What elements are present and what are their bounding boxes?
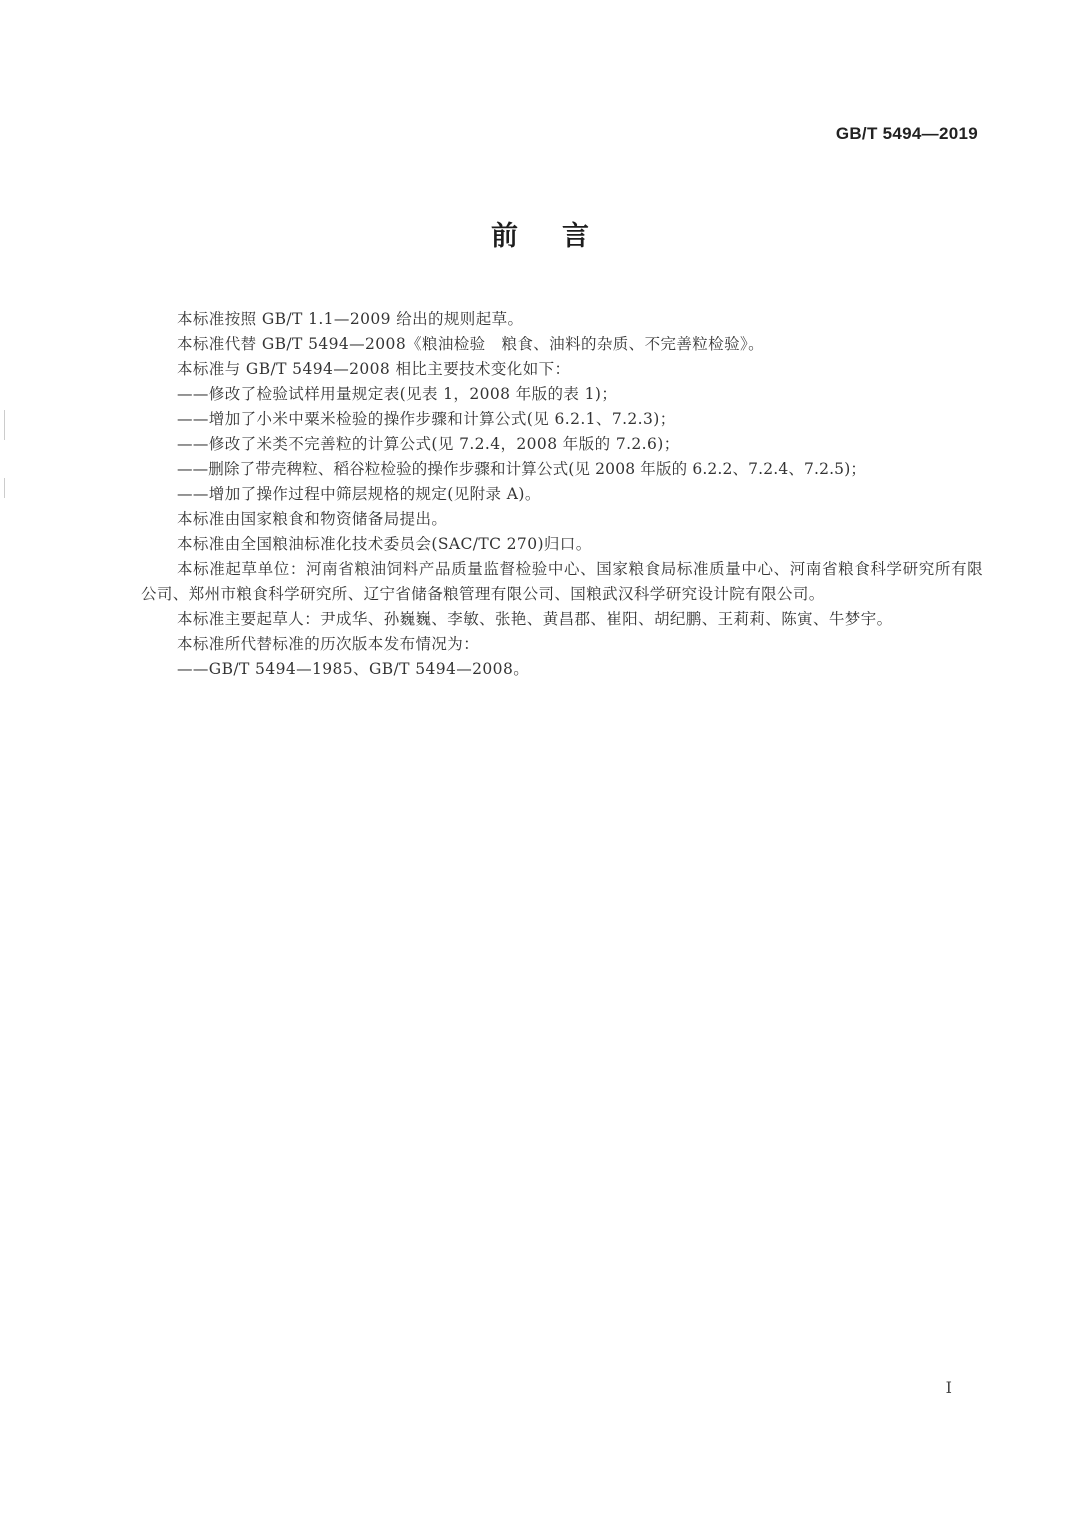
paragraph-drafters: 本标准主要起草人：尹成华、孙巍巍、李敏、张艳、黄昌郡、崔阳、胡纪鹏、王莉莉、陈寅、牛梦宇。 <box>177 610 893 628</box>
paragraph-proposer: 本标准由国家粮食和物资储备局提出。 <box>177 510 448 528</box>
paragraph-history-intro: 本标准所代替标准的历次版本发布情况为： <box>177 635 480 653</box>
change-item: ——增加了操作过程中筛层规格的规定(见附录 A)。 <box>177 485 541 503</box>
paragraph-replaces: 本标准代替 GB/T 5494—2008《粮油检验 粮食、油料的杂质、不完善粒检验》。 <box>177 335 765 353</box>
document-code: GB/T 5494—2019 <box>835 124 978 143</box>
paragraph-changes-intro: 本标准与 GB/T 5494—2008 相比主要技术变化如下： <box>177 360 571 378</box>
scan-artifact <box>4 410 5 440</box>
page-number: I <box>945 1378 952 1397</box>
change-item: ——修改了检验试样用量规定表(见表 1，2008 年版的表 1)； <box>177 385 618 403</box>
change-item: ——删除了带壳稗粒、稻谷粒检验的操作步骤和计算公式(见 2008 年版的 6.2.2、7.2.4、7.2.5)； <box>177 460 867 478</box>
paragraph-drafting-units: 本标准起草单位：河南省粮油饲料产品质量监督检验中心、国家粮食局标准质量中心、河南省粮食科学研究所有限公司、郑州市粮食科学研究所、辽宁省储备粮管理有限公司、国粮武汉科学研究设计院有限公司。 <box>141 560 983 603</box>
page-title: 前言 <box>491 221 633 252</box>
history-item: ——GB/T 5494—1985、GB/T 5494—2008。 <box>177 660 530 678</box>
document-body <box>141 307 983 682</box>
paragraph-drafting-rules: 本标准按照 GB/T 1.1—2009 给出的规则起草。 <box>177 310 524 328</box>
change-item: ——增加了小米中粟米检验的操作步骤和计算公式(见 6.2.1、7.2.3)； <box>177 410 676 428</box>
change-item: ——修改了米类不完善粒的计算公式(见 7.2.4，2008 年版的 7.2.6)； <box>177 435 680 453</box>
scan-artifact <box>4 478 5 498</box>
paragraph-committee: 本标准由全国粮油标准化技术委员会(SAC/TC 270)归口。 <box>177 535 592 553</box>
